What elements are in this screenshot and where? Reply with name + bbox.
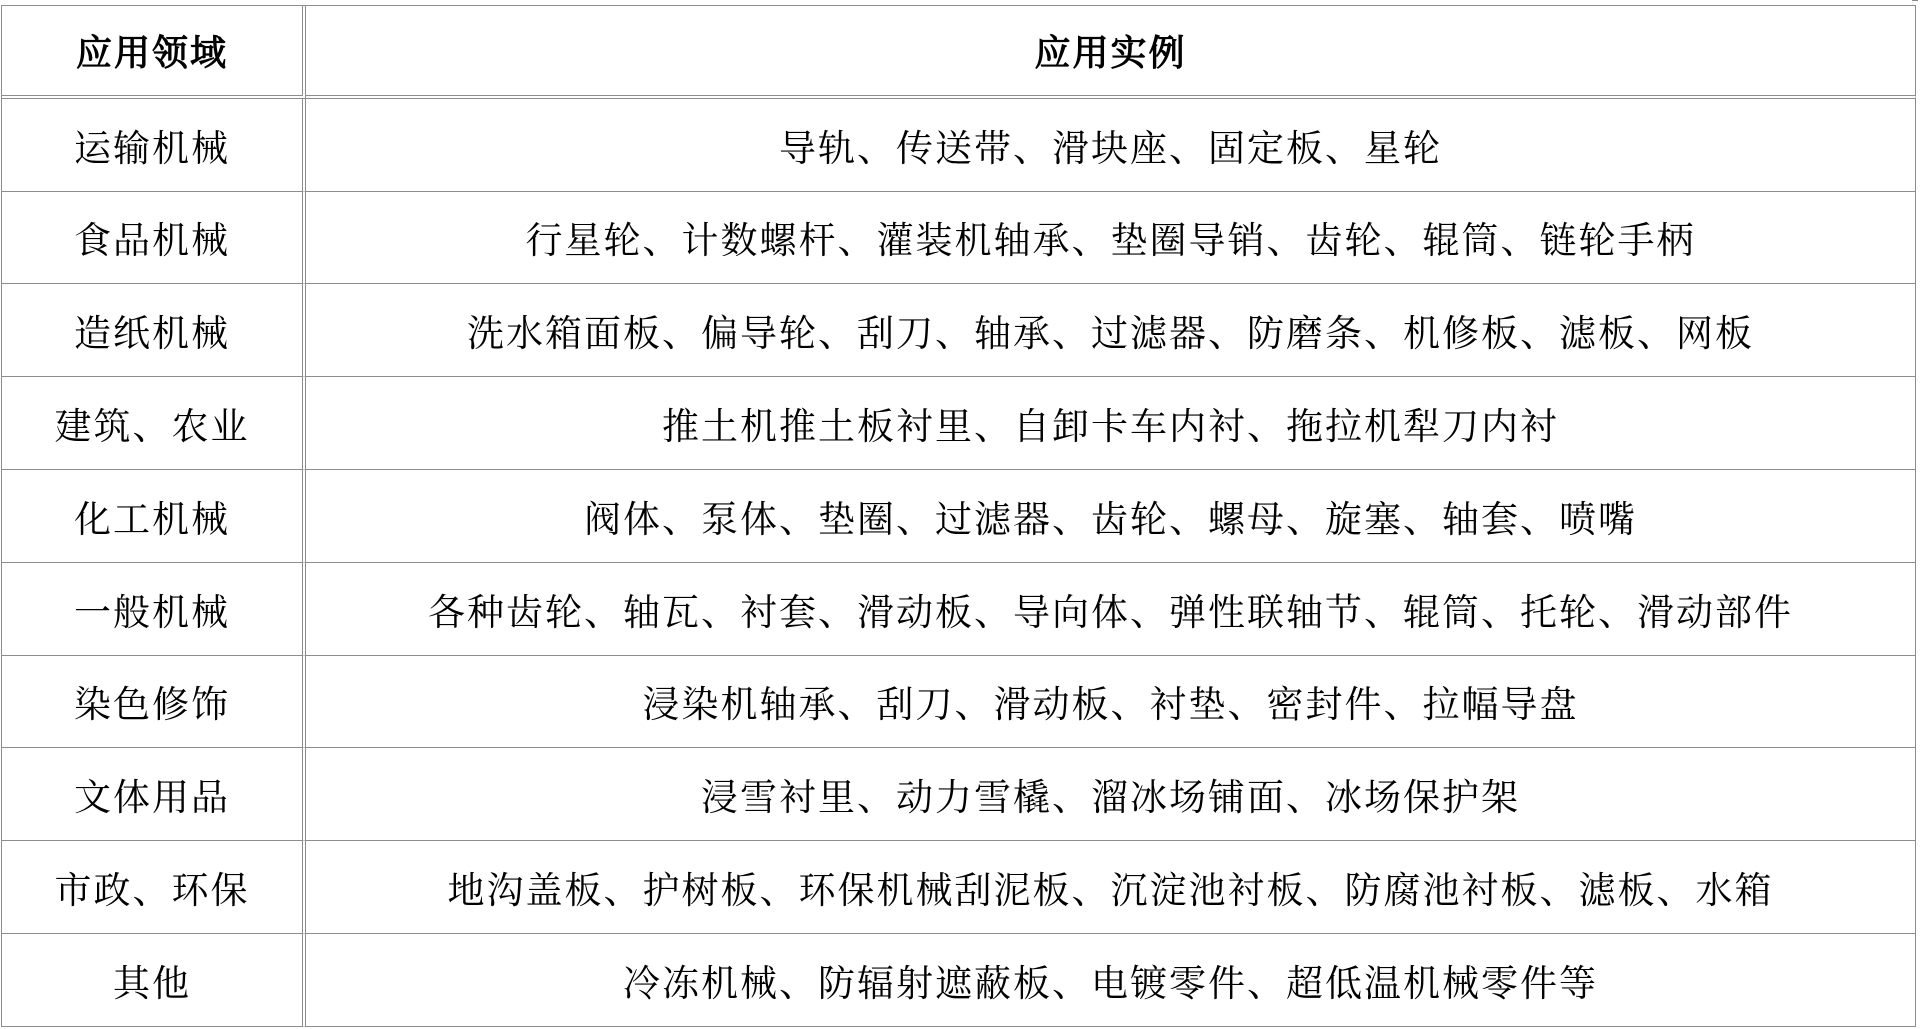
cell-examples: 浸雪衬里、动力雪橇、溜冰场铺面、冰场保护架 [306, 748, 1916, 841]
header-application-examples: 应用实例 [306, 6, 1916, 99]
table-row [2, 656, 1916, 749]
cell-field: 文体用品 [2, 748, 306, 841]
cell-field: 其他 [2, 934, 306, 1027]
cell-examples: 导轨、传送带、滑块座、固定板、星轮 [306, 99, 1916, 192]
table-row [2, 470, 1916, 563]
cell-examples: 阀体、泵体、垫圈、过滤器、齿轮、螺母、旋塞、轴套、喷嘴 [306, 470, 1916, 563]
application-table-container [1, 5, 1916, 1026]
table-row [2, 563, 1916, 656]
cell-field: 建筑、农业 [2, 377, 306, 470]
table-row [2, 841, 1916, 934]
corner-mark [1912, 0, 1918, 1]
cell-field: 运输机械 [2, 99, 306, 192]
cell-examples: 各种齿轮、轴瓦、衬套、滑动板、导向体、弹性联轴节、辊筒、托轮、滑动部件 [306, 563, 1916, 656]
cell-examples: 冷冻机械、防辐射遮蔽板、电镀零件、超低温机械零件等 [306, 934, 1916, 1027]
application-table [1, 5, 1916, 1027]
cell-field: 化工机械 [2, 470, 306, 563]
table-header-row [2, 6, 1916, 99]
cell-field: 食品机械 [2, 192, 306, 285]
cell-examples: 洗水箱面板、偏导轮、刮刀、轴承、过滤器、防磨条、机修板、滤板、网板 [306, 284, 1916, 377]
cell-field: 造纸机械 [2, 284, 306, 377]
cell-examples: 推土机推土板衬里、自卸卡车内衬、拖拉机犁刀内衬 [306, 377, 1916, 470]
table-row [2, 192, 1916, 285]
cell-field: 染色修饰 [2, 656, 306, 749]
table-row [2, 99, 1916, 192]
table-row [2, 284, 1916, 377]
cell-field: 市政、环保 [2, 841, 306, 934]
header-application-field: 应用领域 [2, 6, 306, 99]
cell-examples: 地沟盖板、护树板、环保机械刮泥板、沉淀池衬板、防腐池衬板、滤板、水箱 [306, 841, 1916, 934]
table-row [2, 377, 1916, 470]
cell-examples: 浸染机轴承、刮刀、滑动板、衬垫、密封件、拉幅导盘 [306, 656, 1916, 749]
cell-field: 一般机械 [2, 563, 306, 656]
table-row [2, 748, 1916, 841]
cell-examples: 行星轮、计数螺杆、灌装机轴承、垫圈导销、齿轮、辊筒、链轮手柄 [306, 192, 1916, 285]
table-row [2, 934, 1916, 1027]
